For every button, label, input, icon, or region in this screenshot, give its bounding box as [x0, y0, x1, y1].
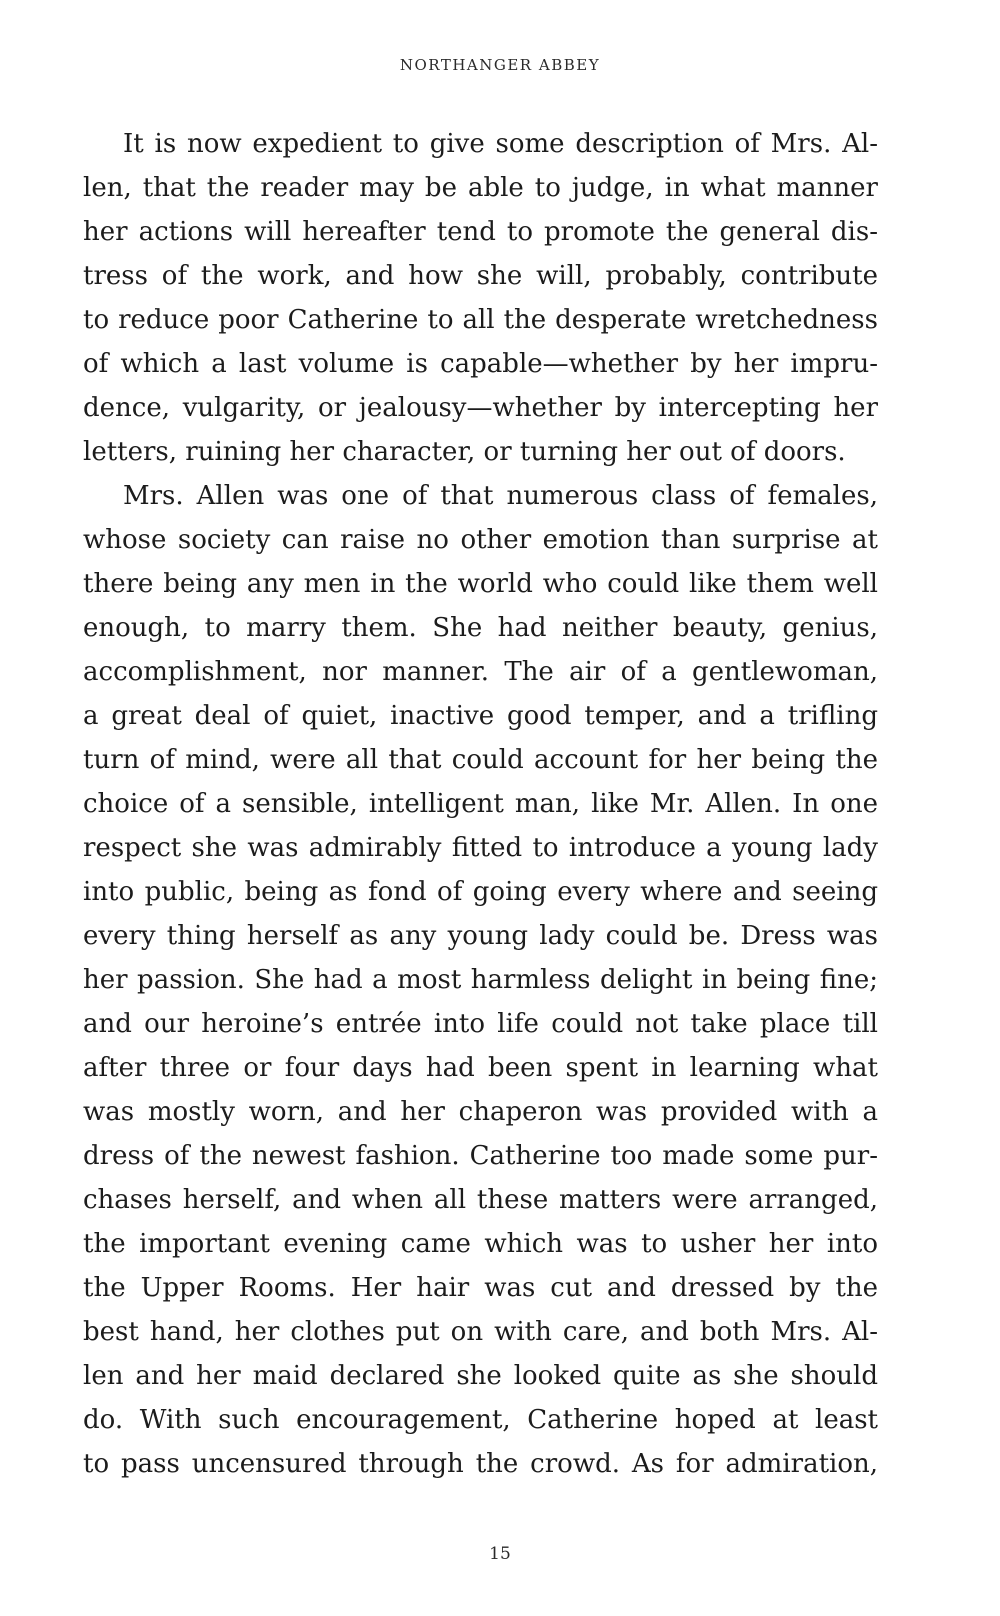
text-line: her passion. She had a most harmless delight in being fine; — [83, 965, 878, 995]
text-line: whose society can raise no other emotion than surprise at — [83, 525, 878, 555]
text-line: chases herself, and when all these matters were arranged, — [83, 1185, 878, 1215]
text-line: every thing herself as any young lady could be. Dress was — [83, 921, 878, 951]
text-line: len, that the reader may be able to judge, in what manner — [83, 173, 878, 203]
text-line: to pass uncensured through the crowd. As for admiration, — [83, 1449, 878, 1479]
running-head: NORTHANGER ABBEY — [399, 56, 601, 74]
text-line: the Upper Rooms. Her hair was cut and dressed by the — [83, 1273, 878, 1303]
body-text — [83, 122, 878, 1486]
text-line: the important evening came which was to usher her into — [83, 1229, 878, 1259]
text-line: to reduce poor Catherine to all the desperate wretchedness — [83, 305, 878, 335]
text-line: after three or four days had been spent in learning what — [83, 1053, 878, 1083]
text-line: best hand, her clothes put on with care, and both Mrs. Al- — [83, 1317, 878, 1347]
text-line: respect she was admirably fitted to introduce a young lady — [83, 833, 878, 863]
text-line: accomplishment, nor manner. The air of a gentlewoman, — [83, 657, 878, 687]
text-line: do. With such encouragement, Catherine hoped at least — [83, 1405, 878, 1435]
text-line: tress of the work, and how she will, probably, contribute — [83, 261, 878, 291]
text-line: her actions will hereafter tend to promote the general dis- — [83, 217, 878, 247]
text-line: turn of mind, were all that could account for her being the — [83, 745, 878, 775]
text-line: dence, vulgarity, or jealousy—whether by intercepting her — [83, 393, 878, 423]
text-line: choice of a sensible, intelligent man, like Mr. Allen. In one — [83, 789, 878, 819]
text-line: of which a last volume is capable—whether by her impru- — [83, 349, 878, 379]
text-line: was mostly worn, and her chaperon was provided with a — [83, 1097, 878, 1127]
text-line: Mrs. Allen was one of that numerous class of females, — [123, 481, 878, 511]
text-line: len and her maid declared she looked quite as she should — [83, 1361, 878, 1391]
text-line: It is now expedient to give some description of Mrs. Al- — [123, 129, 878, 159]
page-number: 15 — [489, 1544, 511, 1564]
text-line: into public, being as fond of going every where and seeing — [83, 877, 878, 907]
text-line: and our heroine’s entrée into life could not take place till — [83, 1009, 878, 1039]
text-line: there being any men in the world who could like them well — [83, 569, 878, 599]
text-line: a great deal of quiet, inactive good temper, and a trifling — [83, 701, 878, 731]
text-line: enough, to marry them. She had neither beauty, genius, — [83, 613, 878, 643]
text-line: letters, ruining her character, or turning her out of doors. — [83, 437, 846, 467]
text-line: dress of the newest fashion. Catherine too made some pur- — [83, 1141, 878, 1171]
